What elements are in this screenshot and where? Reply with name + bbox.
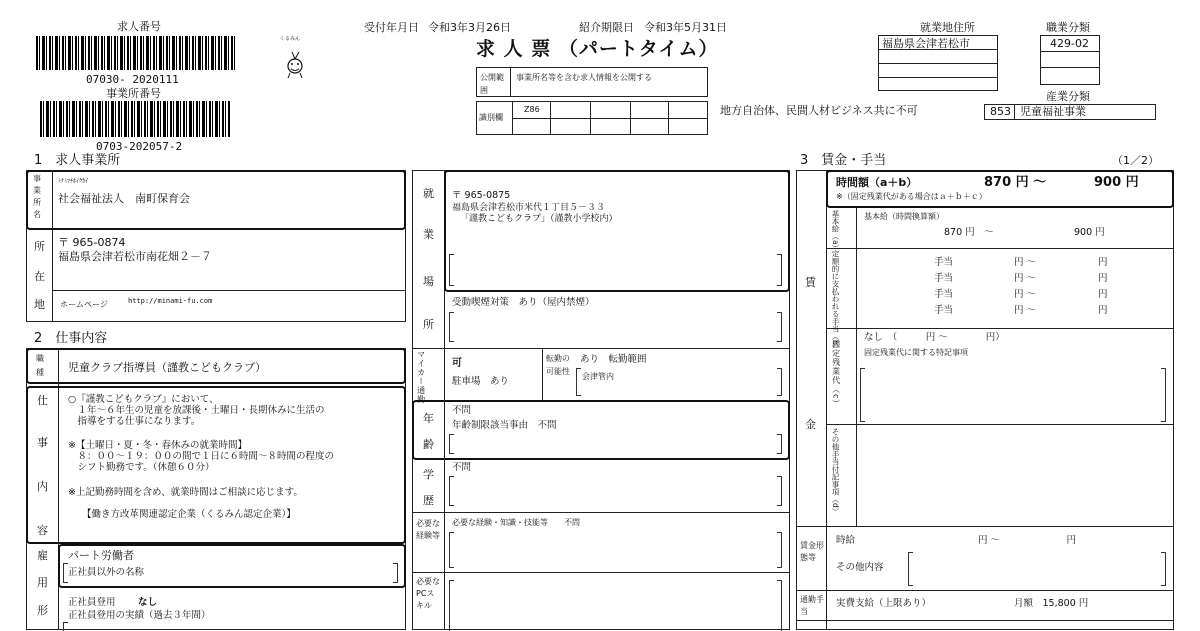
work-line: 指導をする仕事になります。 [68,416,201,427]
smoking-policy: 受動喫煙対策 あり（屋内禁煙） [452,297,595,308]
allowance-max: 円 [1098,289,1108,300]
allowance-name: 手当 [934,289,954,300]
base-pay-desc: 基本給（時間換算額） [864,212,944,221]
page-number: （1／2） [1112,154,1159,167]
wage-side-label-1: 賃 [805,276,816,289]
age-value: 不問 [452,405,472,416]
office-name-kana: ﾐﾅﾐﾏﾁﾎｲｸｶｲ [58,178,89,185]
age-label-1: 年 [423,412,434,425]
allowance-min: 円 ～ [1014,257,1037,268]
allowance-name: 手当 [934,257,954,268]
job-number: 07030- 2020111 [86,73,179,86]
experience-label: 必要な経験等 [416,519,440,540]
work-label-4: 容 [37,524,48,537]
job-title: 児童クラブ指導員（謹教こどもクラブ） [68,361,267,374]
office-name: 社会福祉法人 南町保育会 [58,192,190,205]
commute-allowance-amount: 月額 15,800 円 [1014,598,1089,609]
work-line: ※【土曜日・夏・冬・春休みの就業時間】 [68,440,247,451]
deadline-label: 紹介期限日 [579,21,634,34]
kurumin-logo-text: くるみん [280,36,301,42]
workplace-address-sub: 「謹教こどもクラブ」（謹教小学校内） [460,214,618,224]
homepage-label: ホームページ [60,300,108,309]
section3-frame [796,170,1174,630]
section3-heading: 3 賃金・手当 [800,153,887,168]
place-label-1: 就 [423,187,434,200]
transfer-value: あり 転勤範囲 [580,354,647,365]
workplace-address: 福島県会津若松市米代１丁目５－３３ [452,203,606,213]
pc-skill-label: 必要なPCスキル [416,577,440,610]
commute-label: マイカー通勤 [416,350,426,404]
wage-side-label-2: 金 [805,418,816,431]
office-number-label: 事業所番号 [106,87,161,100]
work-line: １年～６年生の児童を放課後・土曜日・長期休みに生活の [68,405,325,416]
parking: 駐車場 あり [452,376,510,387]
workplace-value: 福島県会津若松市 [882,37,970,50]
age-label-2: 齢 [423,438,434,451]
wage-type-label: 賃金形態等 [800,541,824,562]
workplace-address-box [444,170,790,292]
fixed-allowance-label: 定額的に支払われる手当（b） [831,250,840,353]
wage-type-range: 円 ～ 円 [978,535,1077,546]
wage-type: 時給 [836,535,856,546]
job-number-barcode [36,36,236,70]
allowance-max: 円 [1098,273,1108,284]
transfer-area: 会津管内 [582,372,614,381]
industry-label: 産業分類 [1046,90,1090,103]
commute-allowance-value: 実費支給（上限あり） [836,598,932,609]
employ-label-2: 用 [37,576,48,589]
commute-allowance-label: 通勤手当 [800,595,824,616]
deadline-date: 令和3年5月31日 [644,21,727,34]
hourly-note: ※（固定残業代がある場合はａ＋ｂ＋ｃ） [836,192,987,201]
work-line: 【働き方改革関連認定企業（くるみん認定企業）】 [82,509,296,520]
job-number-label: 求人番号 [117,20,161,33]
regular-label: 正社員登用 [68,597,116,608]
allowance-min: 円 ～ [1014,289,1037,300]
page-title: 求 人 票 （パートタイム） [476,38,719,60]
employment-type: パート労働者 [68,549,134,562]
received-date: 令和3年3月26日 [428,21,511,34]
office-name-label: 事業所名 [33,174,41,219]
address-label-2: 在 [34,270,45,283]
work-label-2: 事 [37,436,48,449]
industry-code: 853 [990,105,1011,118]
job-category-label: 職業分類 [1046,21,1090,34]
place-label-4: 所 [423,318,434,331]
office-number: 0703-202057-2 [96,140,183,153]
allowance-name: 手当 [934,273,954,284]
disclosure-label: 公開範囲 [480,73,504,95]
section2-heading: 2 仕事内容 [34,331,108,346]
employment-other-name: 正社員以外の名称 [68,567,145,578]
transfer-label: 転勤の可能性 [546,354,570,376]
allowance-name: 手当 [934,305,954,316]
address-label-1: 所 [34,240,45,253]
hourly-max: 900 円 [1094,175,1139,190]
education-value: 不問 [452,462,472,473]
office-postal: 〒 965-0874 [58,236,126,249]
section1-heading: 1 求人事業所 [34,153,121,168]
work-line: ８：００～１９：００の間で１日に６時間～８時間の程度の [68,451,335,462]
regular-record: 正社員登用の実績（過去３年間） [68,610,211,621]
fixed-overtime-note: 固定残業代に関する特記事項 [864,348,968,357]
education-label-1: 学 [423,468,434,481]
industry-name: 児童福祉事業 [1020,105,1086,118]
place-label-3: 場 [423,275,434,288]
regular-value: なし [138,597,158,608]
hourly-label: 時間額（a＋b） [836,176,918,189]
workplace-label: 就業地住所 [920,21,975,34]
age-reason: 年齢制限該当事由 不問 [452,420,557,431]
work-label-1: 仕 [37,394,48,407]
allowance-min: 円 ～ [1014,273,1037,284]
office-number-barcode [40,101,230,137]
homepage-link[interactable]: http://minami-fu.com [128,297,213,305]
id-label: 識別欄 [479,113,503,122]
education-label-2: 歴 [423,494,434,507]
allowance-min: 円 ～ [1014,305,1037,316]
job-category-value: 429-02 [1050,37,1089,50]
work-line: ※上記勤務時間を含め、就業時間はご相談に応じます。 [68,487,303,498]
base-pay-label: 基本給（a） [831,210,840,253]
allowance-max: 円 [1098,257,1108,268]
experience-text: 必要な経験・知識・技能等 不問 [452,518,580,527]
workplace-postal: 〒 965-0875 [452,190,511,201]
kurumin-logo-icon [280,36,308,80]
job-title-label: 職種 [36,354,44,377]
office-address: 福島県会津若松市南花畑２－７ [58,250,212,263]
employ-label-3: 形 [37,604,48,617]
id-value: Z86 [524,105,540,114]
wage-other-label: その他内容 [836,562,884,573]
work-line: ○『謹教こどもクラブ』において、 [68,394,219,405]
fixed-overtime-label: 固定残業代（c） [831,340,841,409]
disclosure-text: 事業所名等を含む求人情報を公開する [516,73,652,82]
allowance-max: 円 [1098,305,1108,316]
work-line: シフト勤務です。（休憩６０分） [68,462,215,473]
commute-value: 可 [452,358,462,369]
restriction-text: 地方自治体、民間人材ビジネス共に不可 [720,104,918,117]
fixed-overtime-value: なし （ 円 ～ 円） [864,332,1005,343]
base-pay-min: 870 円 ～ [944,227,994,238]
place-label-2: 業 [423,228,434,241]
other-allowance-label: その他手当付記事項（d） [831,428,840,516]
employ-label-1: 雇 [37,549,48,562]
hourly-min: 870 円 ～ [984,175,1047,190]
work-label-3: 内 [37,480,48,493]
received-label: 受付年月日 [364,21,419,34]
base-pay-max: 900 円 [1074,227,1105,238]
address-label-3: 地 [34,298,45,311]
